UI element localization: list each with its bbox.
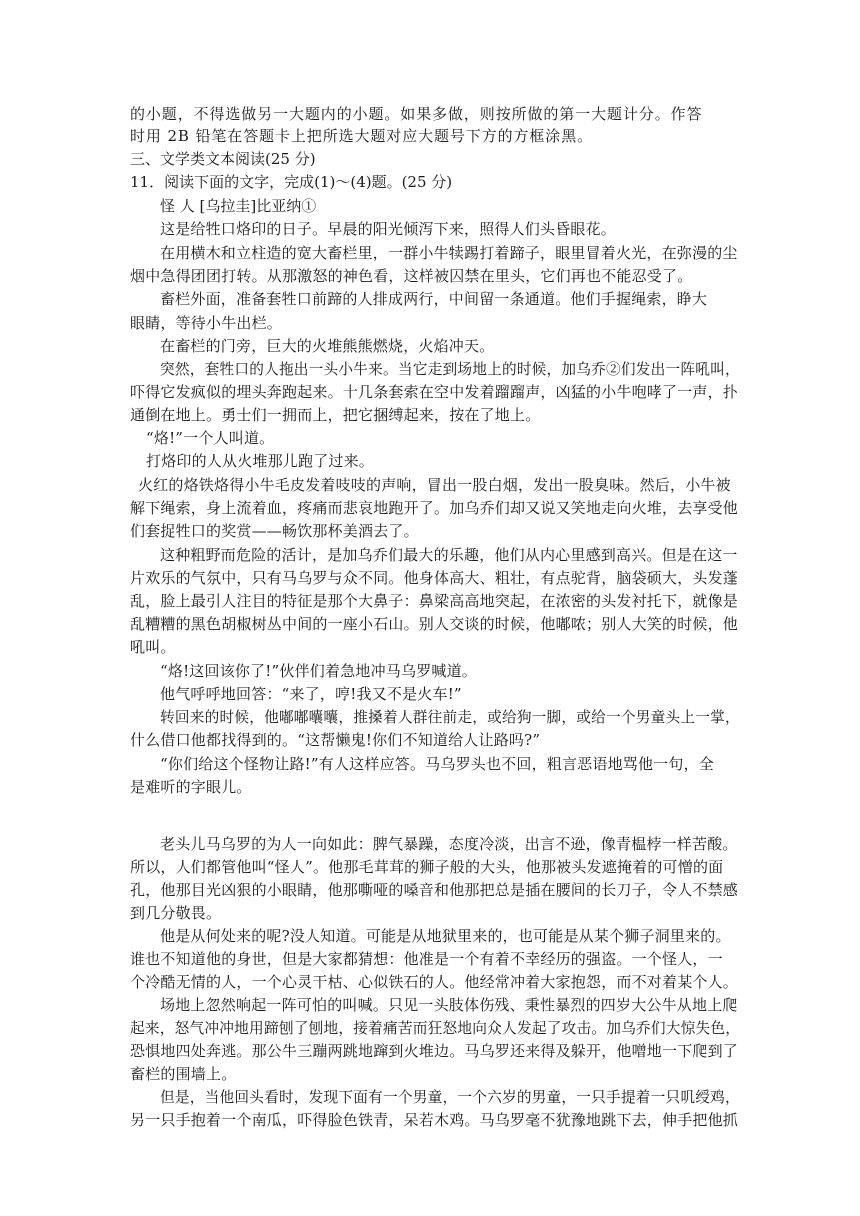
question-heading: 11．阅读下面的文字，完成(1)～(4)题。(25 分) xyxy=(130,173,453,191)
text-line: 通倒在地上。勇士们一拥而上，把它捆缚起来，按在了地上。 xyxy=(130,406,541,424)
text-line: 畜栏外面，准备套牲口前蹄的人排成两行，中间留一条通道。他们手握绳索，睁大 xyxy=(160,290,708,308)
text-line: 打烙印的人从火堆那儿跑了过来。 xyxy=(146,452,375,470)
story-title: 怪 人 [乌拉圭]比亚纳① xyxy=(160,197,317,215)
text-line: 火红的烙铁烙得小牛毛皮发着吱吱的声响，冒出一股白烟，发出一股臭味。然后，小牛被 xyxy=(138,476,731,494)
text-line: 这种粗野而危险的活计，是加乌乔们最大的乐趣，他们从内心里感到高兴。但是在这一 xyxy=(160,546,738,564)
text-line: 但是，当他回头看时，发现下面有一个男童，一个六岁的男童，一只手提着一只叽绶鸡， xyxy=(160,1088,740,1106)
text-line: 是难听的字眼儿。 xyxy=(130,778,252,796)
text-line: 这是给牲口烙印的日子。早晨的阳光倾泻下来，照得人们头昏眼花。 xyxy=(160,220,617,238)
text-line: 到几分敬畏。 xyxy=(130,904,222,922)
text-line: 吓得它发疯似的埋头奔跑起来。十几条套索在空中发着蹓蹓声，凶猛的小牛咆哮了一声，扑 xyxy=(130,383,739,401)
text-line: 什么借口他都找得到的。“这帮懒鬼!你们不知道给人让路吗?” xyxy=(130,731,541,749)
text-line: 们套捉牲口的奖赏——畅饮那杯美酒去了。 xyxy=(130,522,419,540)
text-line: 烟中急得团团打转。从那激怒的神色看，这样被囚禁在里头，它们再也不能忍受了。 xyxy=(130,267,693,285)
text-line: 另一只手抱着一个南瓜，吓得脸色铁青，呆若木鸡。马乌罗毫不犹豫地跳下去，伸手把他抓 xyxy=(130,1111,739,1129)
text-line: 的小题，不得选做另一大题内的小题。如果多做，则按所做的第一大题计分。作答 xyxy=(130,105,703,123)
text-line: 恐惧地四处奔逃。那公牛三蹦两跳地蹿到火堆边。马乌罗还来得及躲开，他噌地一下爬到了 xyxy=(130,1042,739,1060)
text-line: “你们给这个怪物让路!”有人这样应答。马乌罗头也不回，粗言恶语地骂他一句，全 xyxy=(160,755,714,773)
text-line: 孔，他那目光凶狠的小眼睛，他那嘶哑的嗓音和他那把总是插在腰间的长刀子，令人不禁感 xyxy=(130,881,739,899)
text-line: 突然，套牲口的人拖出一头小牛来。当它走到场地上的时候，加乌乔②们发出一阵吼叫， xyxy=(160,360,740,378)
text-line: 起来，怒气冲冲地用蹄刨了刨地，接着痛苦而狂怒地向众人发起了攻击。加乌乔们大惊失色， xyxy=(130,1019,741,1037)
text-line: 时用 2B 铅笔在答题卡上把所选大题对应大题号下方的方框涂黑。 xyxy=(130,127,594,145)
text-line: 乱糟糟的黑色胡椒树丛中间的一座小石山。别人交谈的时候，他嘟哝；别人大笑的时候，他 xyxy=(130,615,739,633)
text-line: 吼叫。 xyxy=(130,638,176,656)
section-heading: 三、文学类文本阅读(25 分) xyxy=(130,150,316,168)
text-line: 在用横木和立柱造的宽大畜栏里，一群小牛犊踢打着蹄子，眼里冒着火光，在弥漫的尘 xyxy=(160,244,738,262)
text-line: 所以，人们都管他叫“怪人”。他那毛茸茸的狮子般的大头，他那被头发遮掩着的可憎的面 xyxy=(130,858,724,876)
text-line: 转回来的时候，他嘟嘟囔囔，推搡着人群往前走，或给狗一脚，或给一个男童头上一掌， xyxy=(160,708,740,726)
text-line: 在畜栏的门旁，巨大的火堆熊熊燃烧，火焰冲天。 xyxy=(160,337,495,355)
text-line: “烙!”一个人叫道。 xyxy=(146,429,275,447)
text-line: 谁也不知道他的身世，但是大家都猜想：他准是一个有着不幸经历的强盗。一个怪人，一 xyxy=(130,950,723,968)
text-line: “烙!这回该你了!”伙伴们着急地冲马乌罗喊道。 xyxy=(160,662,477,680)
text-line: 眼睛，等待小牛出栏。 xyxy=(130,314,283,332)
text-line: 个冷酷无情的人，一个心灵干枯、心似铁石的人。他经常冲着大家抱怨，而不对着某个人。 xyxy=(130,973,739,991)
text-line: 老头儿马乌罗的为人一向如此：脾气暴躁，态度冷淡，出言不逊，像青榅桲一样苦酸。 xyxy=(160,835,738,853)
text-line: 他气呼呼地回答：“来了，哼!我又不是火车!” xyxy=(160,685,462,703)
text-line: 场地上忽然响起一阵可怕的叫喊。只见一头肢体伤残、秉性暴烈的四岁大公牛从地上爬 xyxy=(160,996,738,1014)
text-line: 乱，脸上最引人注目的特征是那个大鼻子：鼻梁高高地突起，在浓密的头发衬托下，就像是 xyxy=(130,592,739,610)
text-line: 他是从何处来的呢?没人知道。可能是从地狱里来的，也可能是从某个狮子洞里来的。 xyxy=(160,927,731,945)
text-line: 解下绳索，身上流着血，疼痛而悲哀地跑开了。加乌乔们却又说又笑地走向火堆，去享受他 xyxy=(130,499,739,517)
text-line: 畜栏的围墙上。 xyxy=(130,1065,237,1083)
text-line: 片欢乐的气氛中，只有马乌罗与众不同。他身体高大、粗壮，有点驼背，脑袋硕大，头发蓬 xyxy=(130,569,739,587)
